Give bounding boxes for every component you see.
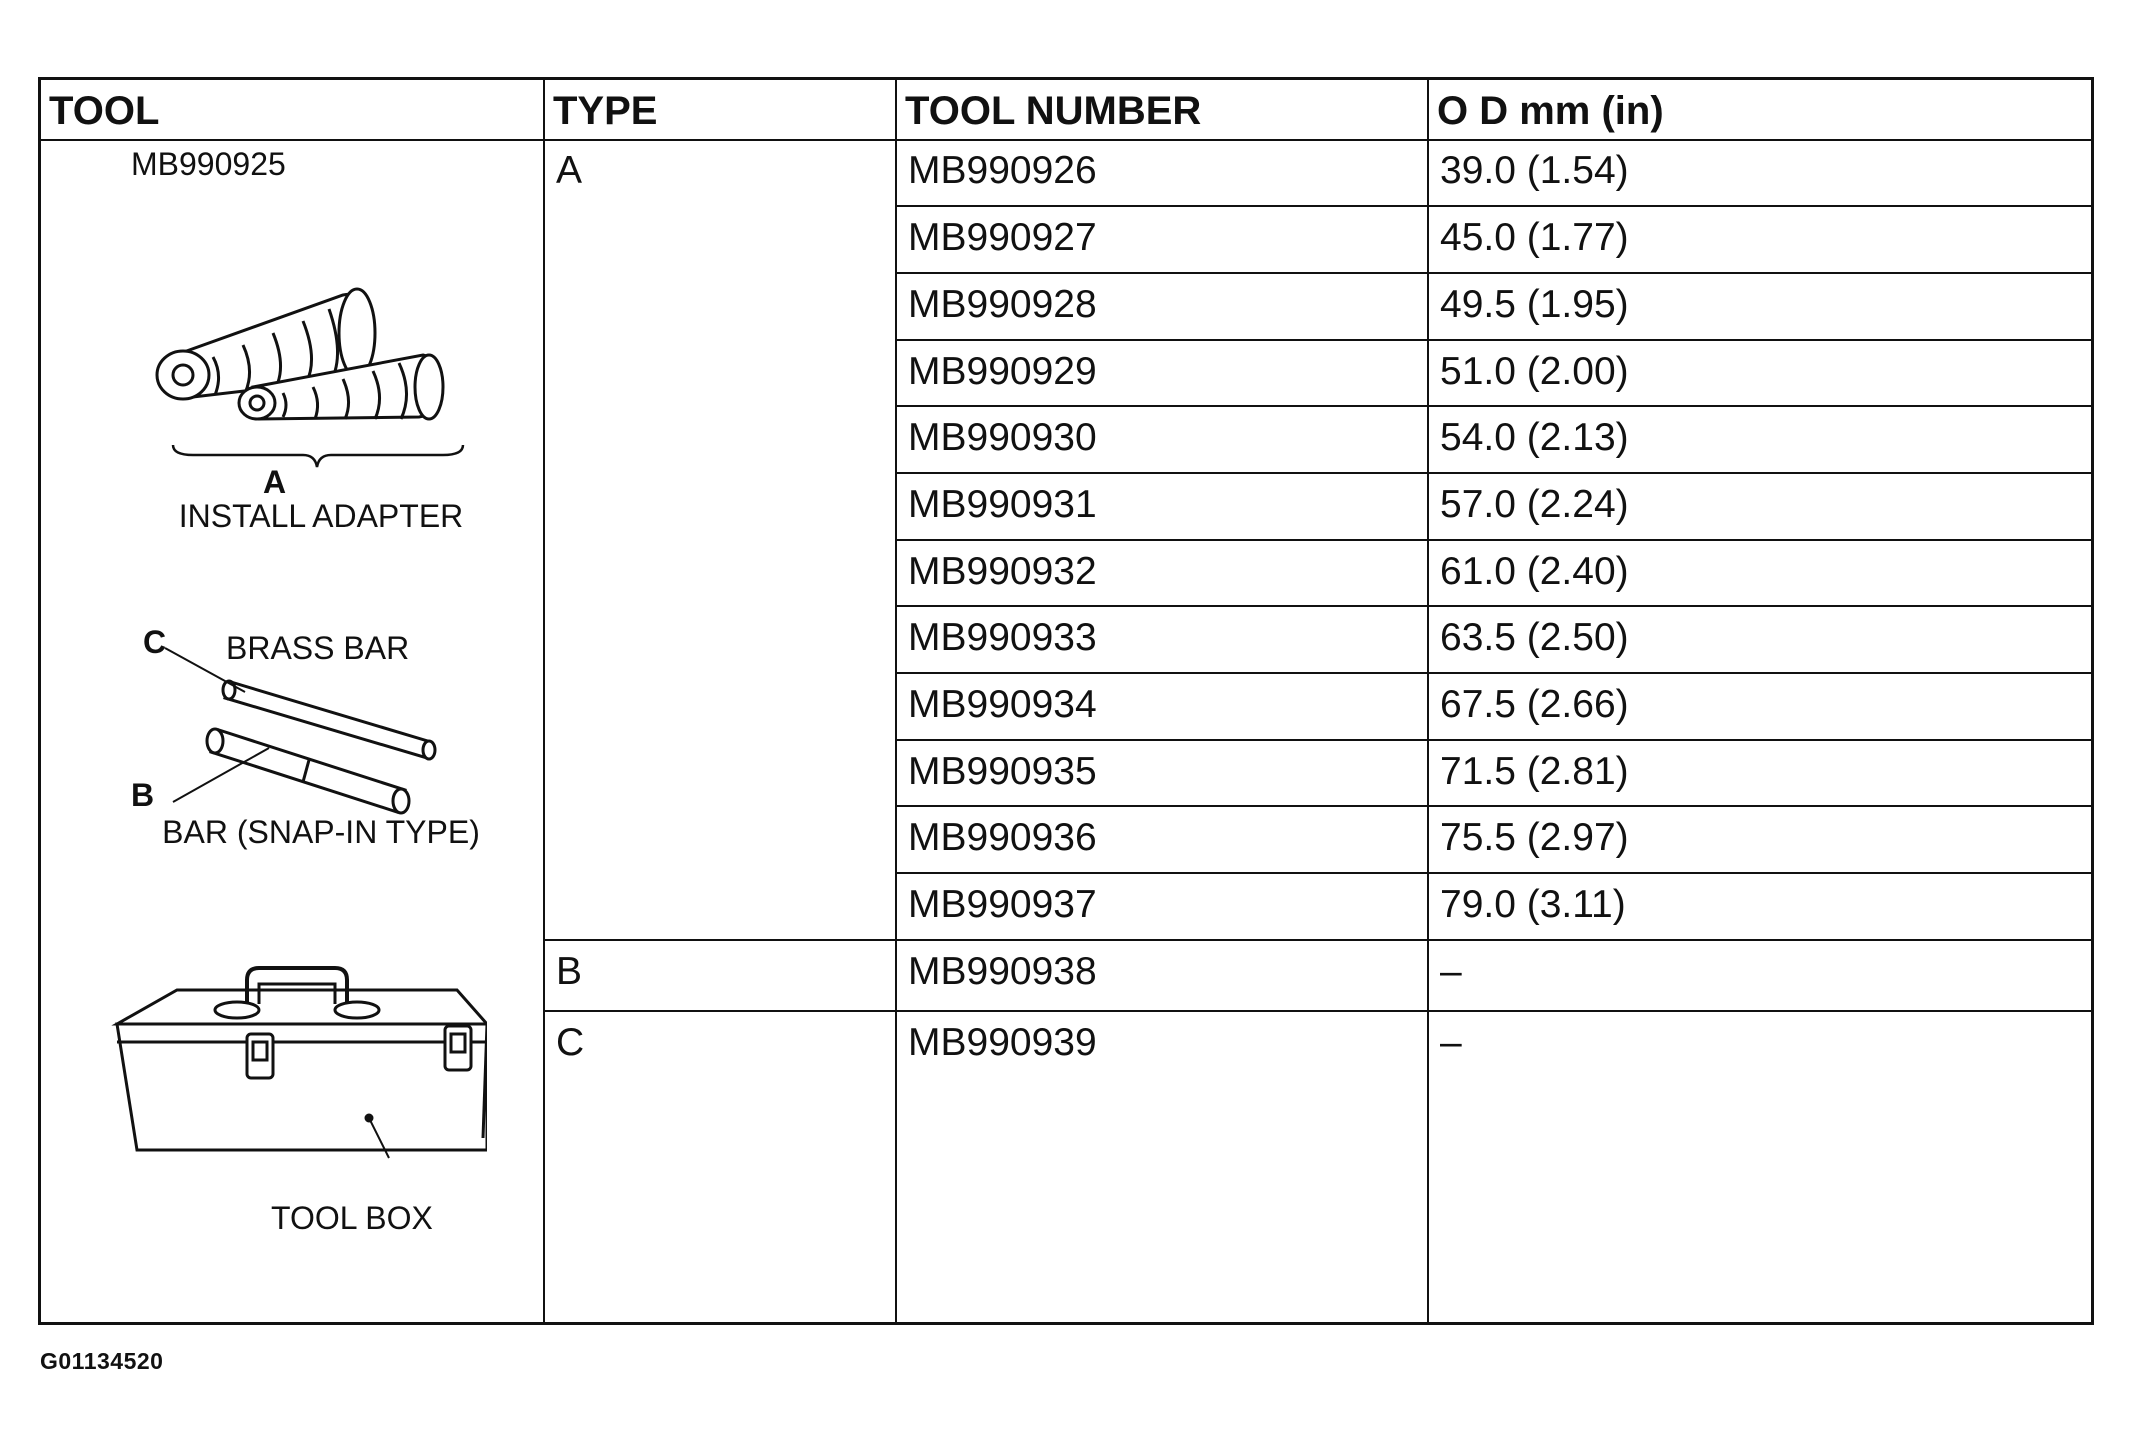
letter-b: B: [131, 777, 155, 813]
od-cell: 79.0 (3.11): [1440, 883, 1626, 926]
letter-c: C: [143, 624, 167, 660]
tool-number-cell: MB990932: [908, 550, 1097, 593]
tool-table: [38, 77, 2094, 1325]
tool-code: MB990925: [131, 146, 286, 182]
type-cell: A: [556, 149, 583, 192]
header-type: TYPE: [553, 89, 658, 133]
tool-number-cell: MB990930: [908, 416, 1097, 459]
tool-number-cell: MB990928: [908, 283, 1097, 326]
tool-number-cell: MB990933: [908, 616, 1097, 659]
tool-number-cell: MB990937: [908, 883, 1097, 926]
header-tool: TOOL: [49, 89, 160, 133]
od-cell: –: [1440, 1021, 1462, 1064]
letter-a: A: [263, 464, 287, 500]
tool-number-cell: MB990936: [908, 816, 1097, 859]
column-divider: [543, 80, 545, 1322]
od-cell: 54.0 (2.13): [1440, 416, 1629, 459]
od-cell: 71.5 (2.81): [1440, 750, 1629, 793]
header-od: O D mm (in): [1437, 89, 1664, 133]
type-cell: B: [556, 950, 583, 993]
tool-number-cell: MB990939: [908, 1021, 1097, 1064]
od-cell: 67.5 (2.66): [1440, 683, 1629, 726]
tool-number-cell: MB990934: [908, 683, 1097, 726]
od-cell: 45.0 (1.77): [1440, 216, 1629, 259]
od-cell: 51.0 (2.00): [1440, 350, 1629, 393]
tool-box-illustration: [107, 960, 487, 1220]
row-divider: [543, 1010, 2091, 1012]
tool-number-cell: MB990927: [908, 216, 1097, 259]
type-cell: C: [556, 1021, 585, 1064]
tool-number-cell: MB990926: [908, 149, 1097, 192]
header-tool-number: TOOL NUMBER: [905, 89, 1202, 133]
od-cell: –: [1440, 950, 1462, 993]
tool-number-cell: MB990938: [908, 950, 1097, 993]
tool-number-cell: MB990931: [908, 483, 1097, 526]
od-cell: 63.5 (2.50): [1440, 616, 1629, 659]
od-cell: 75.5 (2.97): [1440, 816, 1629, 859]
row-divider: [543, 939, 2091, 941]
figure-id: G01134520: [40, 1348, 164, 1374]
od-cell: 57.0 (2.24): [1440, 483, 1629, 526]
brass-bar-label: BRASS BAR: [226, 630, 410, 666]
tool-number-cell: MB990935: [908, 750, 1097, 793]
tool-number-cell: MB990929: [908, 350, 1097, 393]
od-cell: 39.0 (1.54): [1440, 149, 1629, 192]
od-cell: 49.5 (1.95): [1440, 283, 1629, 326]
od-cell: 61.0 (2.40): [1440, 550, 1629, 593]
tool-box-label: TOOL BOX: [271, 1200, 433, 1236]
snap-bar-label: BAR (SNAP-IN TYPE): [162, 814, 480, 850]
install-adapter-label: INSTALL ADAPTER: [178, 498, 464, 534]
